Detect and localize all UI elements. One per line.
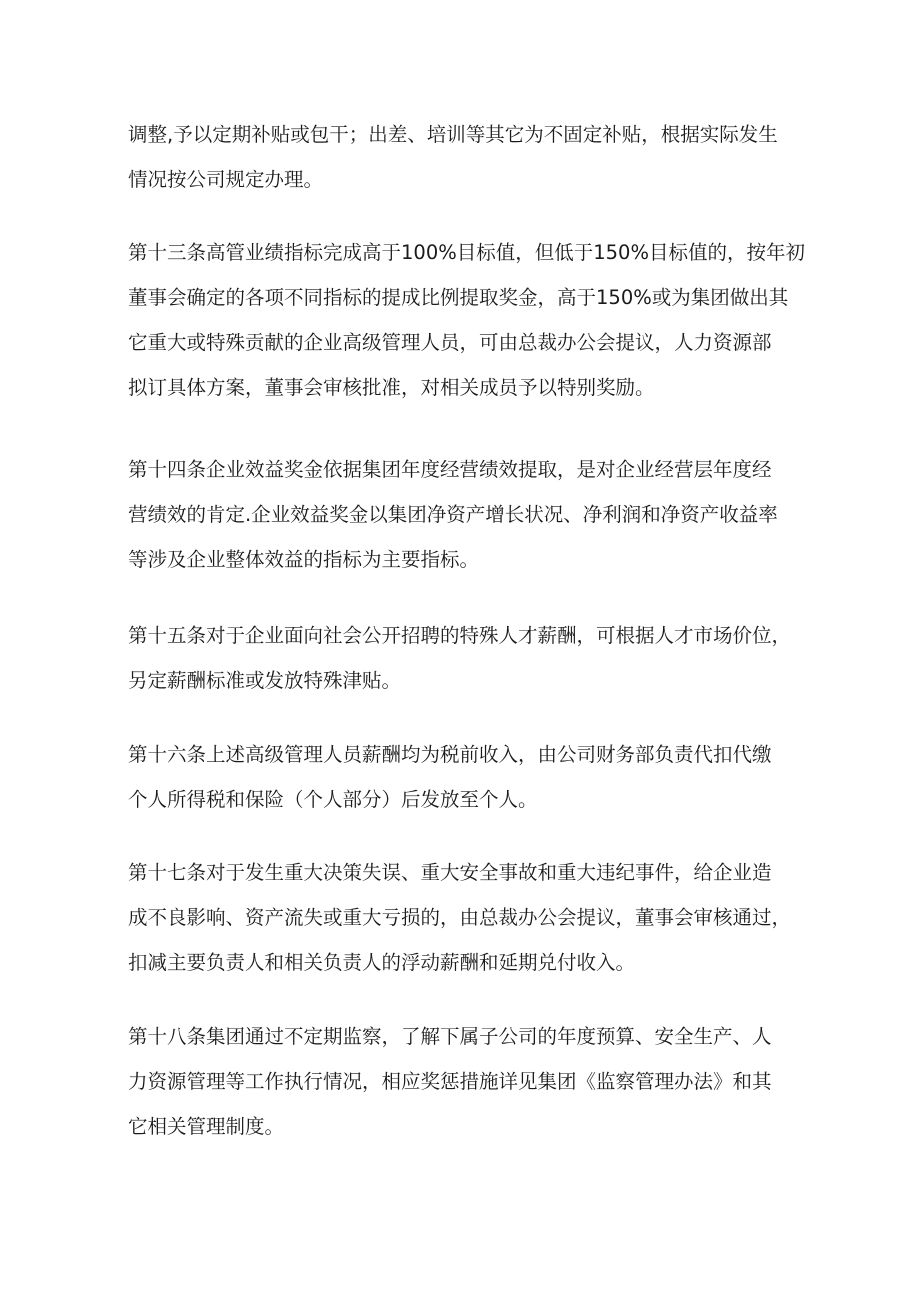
paragraph-article-14	[128, 447, 808, 582]
paragraph-allowance-continuation	[128, 112, 808, 202]
text-line: 营绩效的肯定.企业效益奖金以集团净资产增长状况、净利润和净资产收益率	[128, 503, 778, 526]
text-line: 它重大或特殊贡献的企业高级管理人员，可由总裁办公会提议，人力资源部	[128, 331, 772, 354]
text-line: 第十三条高管业绩指标完成高于100%目标值，但低于150%目标值的，按年初	[128, 241, 805, 264]
text-line: 成不良影响、资产流失或重大亏损的，由总裁办公会提议，董事会审核通过，	[128, 906, 792, 929]
paragraph-article-17	[128, 850, 808, 985]
text-line: 第十六条上述高级管理人员薪酬均为税前收入，由公司财务部负责代扣代缴	[128, 743, 772, 766]
text-line: 董事会确定的各项不同指标的提成比例提取奖金，高于150%或为集团做出其	[128, 286, 789, 309]
text-line: 等涉及企业整体效益的指标为主要指标。	[128, 548, 480, 571]
paragraph-article-13	[128, 230, 808, 410]
text-line: 它相关管理制度。	[128, 1115, 285, 1138]
text-line: 第十四条企业效益奖金依据集团年度经营绩效提取，是对企业经营层年度经	[128, 458, 772, 481]
paragraph-article-18	[128, 1014, 808, 1149]
text-line: 拟订具体方案，董事会审核批准，对相关成员予以特别奖励。	[128, 376, 655, 399]
text-line: 第十八条集团通过不定期监察，了解下属子公司的年度预算、安全生产、人	[128, 1025, 772, 1048]
text-line: 第十五条对于企业面向社会公开招聘的特殊人才薪酬，可根据人才市场价位，	[128, 624, 792, 647]
paragraph-article-15	[128, 613, 808, 703]
paragraph-article-16	[128, 732, 808, 822]
text-line: 第十七条对于发生重大决策失误、重大安全事故和重大违纪事件，给企业造	[128, 861, 772, 884]
text-line: 力资源管理等工作执行情况，相应奖惩措施详见集团《监察管理办法》和其	[128, 1070, 772, 1093]
text-line: 调整,予以定期补贴或包干；出差、培训等其它为不固定补贴，根据实际发生	[128, 123, 778, 146]
text-line: 个人所得税和保险（个人部分）后发放至个人。	[128, 788, 538, 811]
text-line: 扣减主要负责人和相关负责人的浮动薪酬和延期兑付收入。	[128, 951, 636, 974]
text-line: 另定薪酬标准或发放特殊津贴。	[128, 669, 402, 692]
text-line: 情况按公司规定办理。	[128, 168, 324, 191]
